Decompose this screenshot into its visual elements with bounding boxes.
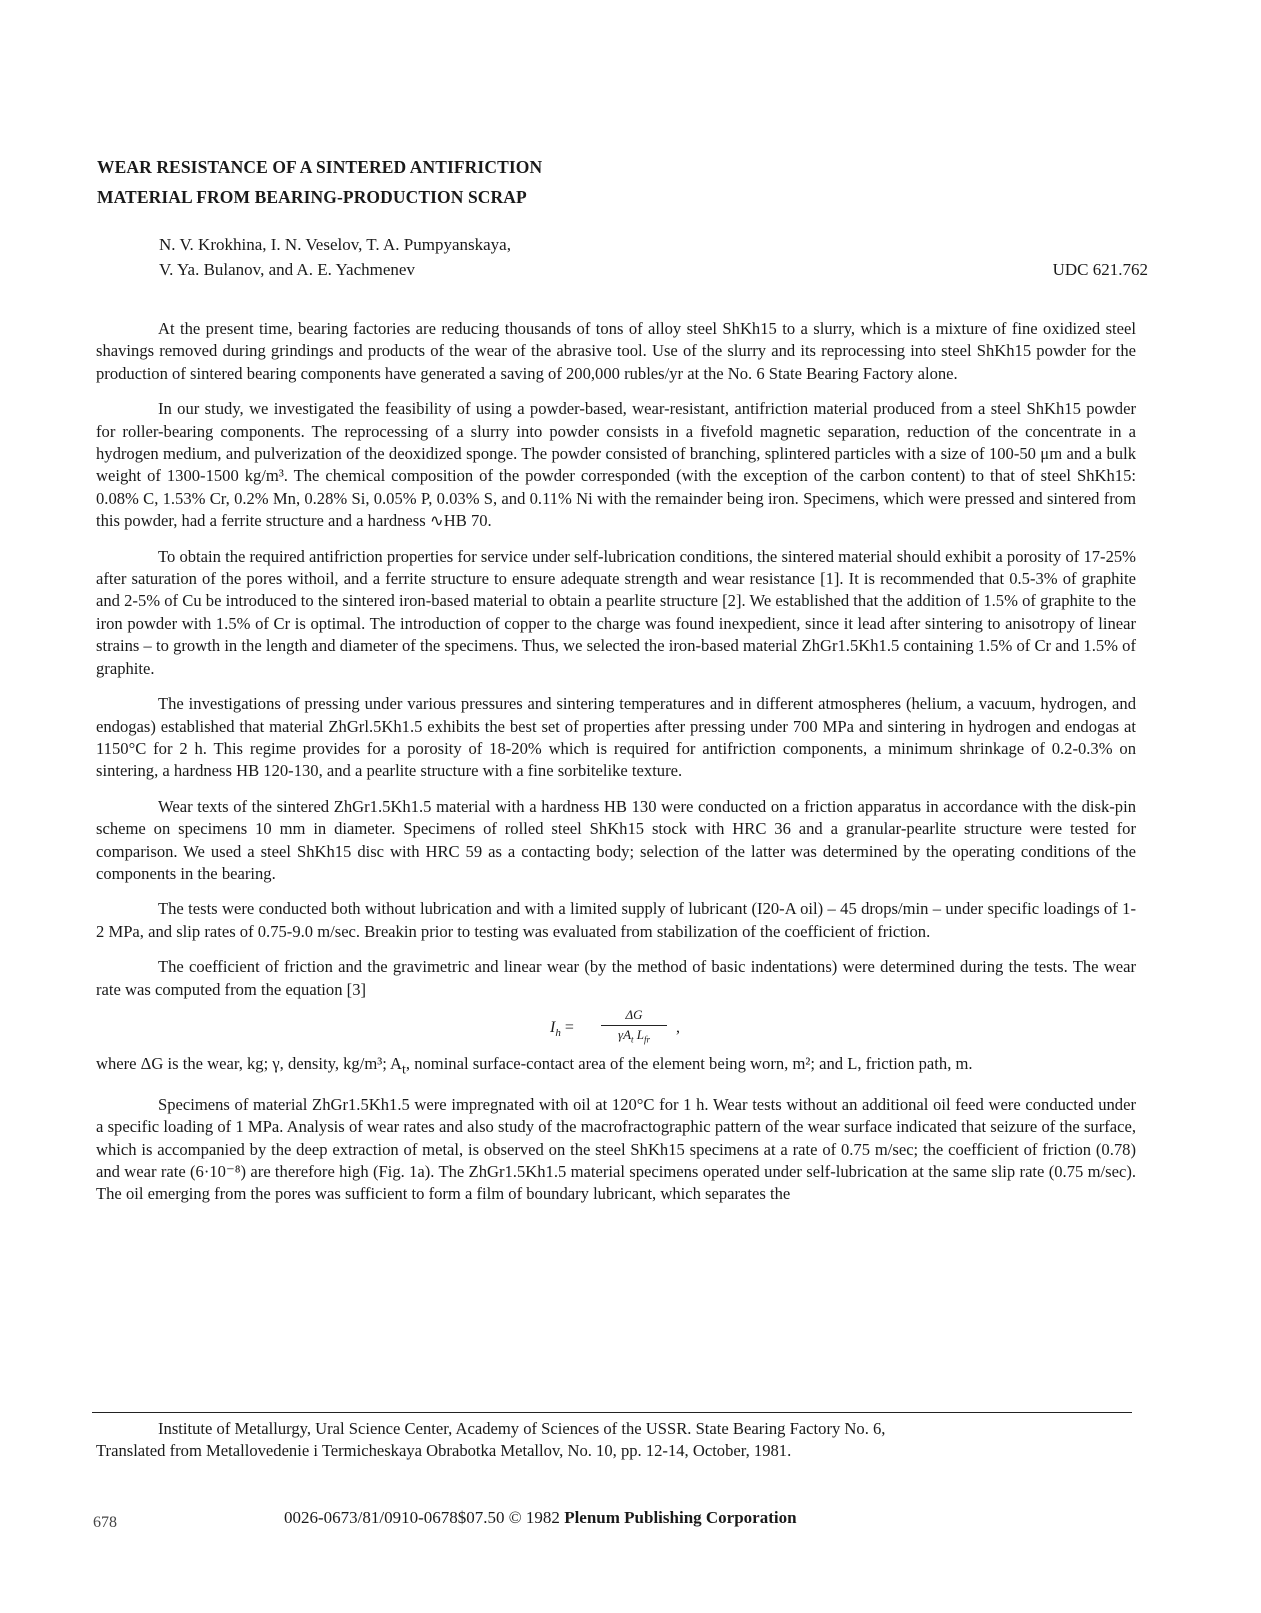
paragraph-3: To obtain the required antifriction properties for service under self-lubrication conditions, the sintered material should exhibit a porosity of 17-25% after saturation of the pores withoil, and a ferrite structure to ensure adequate strength and wear resistance [1]. It is recommended that 0.5-3% of graphite and 2-5% of Cu be introduced to the sintered iron-based material to obtain a pearlite structure [2]. We established that the addition of 1.5% of graphite to the iron powder with 1.5% of Cr is optimal. The introduction of copper to the charge was found inexpedient, since it lead after sintering to anisotropy of linear strains – to growth in the length and diameter of the specimens. Thus, we selected the iron-based material ZhGr1.5Kh1.5 containing 1.5% of Cr and 1.5% of graphite. [96, 546, 1136, 678]
wear-rate-equation [96, 1007, 1136, 1053]
equation-comma: , [676, 1018, 680, 1036]
affiliation-line-1: Institute of Metallurgy, Ural Science Center, Academy of Sciences of the USSR. State Bearing Factory No. 6, [158, 1419, 886, 1438]
equation-denominator: $\gamma A_t$ $L_{fr}$ [617, 1026, 651, 1045]
paragraph-7: The coefficient of friction and the gravimetric and linear wear (by the method of basic indentations) were determined during the tests. The wear rate was computed from the equation [3] [96, 957, 1136, 999]
author-list [159, 232, 759, 282]
affiliation-footnote [96, 1418, 1136, 1463]
footnote-divider [92, 1412, 1132, 1413]
authors-line-2: V. Ya. Bulanov, and A. E. Yachmenev [159, 260, 415, 279]
udc-code: UDC 621.762 [1052, 260, 1148, 279]
article-body [96, 318, 1136, 1219]
equation-definitions: where ΔG is the wear, kg; γ, density, kg/m³; $A_t$, nominal surface-contact area of the element being worn, m²; and L, friction path, m. [96, 1053, 973, 1077]
paragraph-1: At the present time, bearing factories are reducing thousands of tons of alloy steel ShKh15 to a slurry, which is a mixture of fine oxidized steel shavings removed during grindings and products of the wear of the abrasive tool. Use of the slurry and its reprocessing into steel ShKh15 powder for the production of sintered bearing components have generated a saving of 200,000 rubles/yr at the No. 6 State Bearing Factory alone. [96, 319, 1136, 383]
paragraph-8: Specimens of material ZhGr1.5Kh1.5 were impregnated with oil at 120°C for 1 h. Wear tests without an additional oil feed were conducted under a specific loading of 1 MPa. Analysis of wear rates and also study of the macrofractographic pattern of the wear surface indicated that seizure of the surface, which is accompanied by the deep extraction of metal, is observed on the steel ShKh15 specimens at a rate of 0.75 m/sec; the coefficient of friction (0.78) and wear rate (6·10⁻⁸) are therefore high (Fig. 1a). The ZhGr1.5Kh1.5 material specimens operated under self-lubrication at the same slip rate (0.75 m/sec). The oil emerging from the pores was sufficient to form a film of boundary lubricant, which separates the [96, 1094, 1136, 1204]
publisher-name: Plenum Publishing Corporation [564, 1508, 797, 1527]
title-line-1: WEAR RESISTANCE OF A SINTERED ANTIFRICTION [97, 157, 543, 177]
paragraph-2: In our study, we investigated the feasibility of using a powder-based, wear-resistant, antifriction material produced from a steel ShKh15 powder for roller-bearing components. The reprocessing of a slurry into powder consists in a fivefold magnetic separation, reduction of the concentrate in a hydrogen medium, and pulverization of the deoxidized sponge. The powder consisted of branching, splintered particles with a size of 100-50 μm and a bulk weight of 1300-1500 kg/m³. The chemical composition of the powder corresponded (with the exception of the carbon content) to that of steel ShKh15: 0.08% C, 1.53% Cr, 0.2% Mn, 0.28% Si, 0.05% P, 0.03% S, and 0.11% Ni with the remainder being iron. Specimens, which were pressed and sintered from this powder, had a ferrite structure and a hardness ∿HB 70. [96, 399, 1136, 531]
paragraph-5: Wear texts of the sintered ZhGr1.5Kh1.5 material with a hardness HB 130 were conducted on a friction apparatus in accordance with the disk-pin scheme on specimens 10 mm in diameter. Specimens of rolled steel ShKh15 stock with HRC 36 and a granular-pearlite structure were tested for comparison. We used a steel ShKh15 disc with HRC 59 as a contacting body; selection of the latter was determined by the operating conditions of the components in the bearing. [96, 796, 1136, 883]
article-title [97, 152, 797, 212]
paragraph-6: The tests were conducted both without lubrication and with a limited supply of lubricant (I20-A oil) – 45 drops/min – under specific loadings of 1-2 MPa, and slip rates of 0.75-9.0 m/sec. Breakin prior to testing was evaluated from stabilization of the coefficient of friction. [96, 899, 1136, 941]
title-line-2: MATERIAL FROM BEARING-PRODUCTION SCRAP [97, 187, 527, 207]
affiliation-line-2: Translated from Metallovedenie i Termicheskaya Obrabotka Metallov, No. 10, pp. 12-14, October, 1981. [96, 1441, 792, 1461]
authors-line-1: N. V. Krokhina, I. N. Veselov, T. A. Pumpyanskaya, [159, 235, 511, 254]
equation-numerator: ΔG [601, 1007, 667, 1026]
page-number: 678 [93, 1514, 117, 1531]
equation-fraction [601, 1007, 667, 1049]
paragraph-4: The investigations of pressing under various pressures and sintering temperatures and in different atmospheres (helium, a vacuum, hydrogen, and endogas) established that material ZhGrl.5Kh1.5 exhibits the best set of properties after pressing under 700 MPa and sintering in hydrogen and endogas at 1150°C for 2 h. This regime provides for a porosity of 18-20% which is required for antifriction components, a minimum shrinkage of 0.2-0.3% on sintering, a hardness HB 120-130, and a pearlite structure with a fine sorbitelike texture. [96, 694, 1136, 781]
copyright-line: 0026-0673/81/0910-0678$07.50 © 1982 Plenum Publishing Corporation [284, 1508, 797, 1527]
equation-lhs: $I_h$ = [550, 1018, 574, 1040]
